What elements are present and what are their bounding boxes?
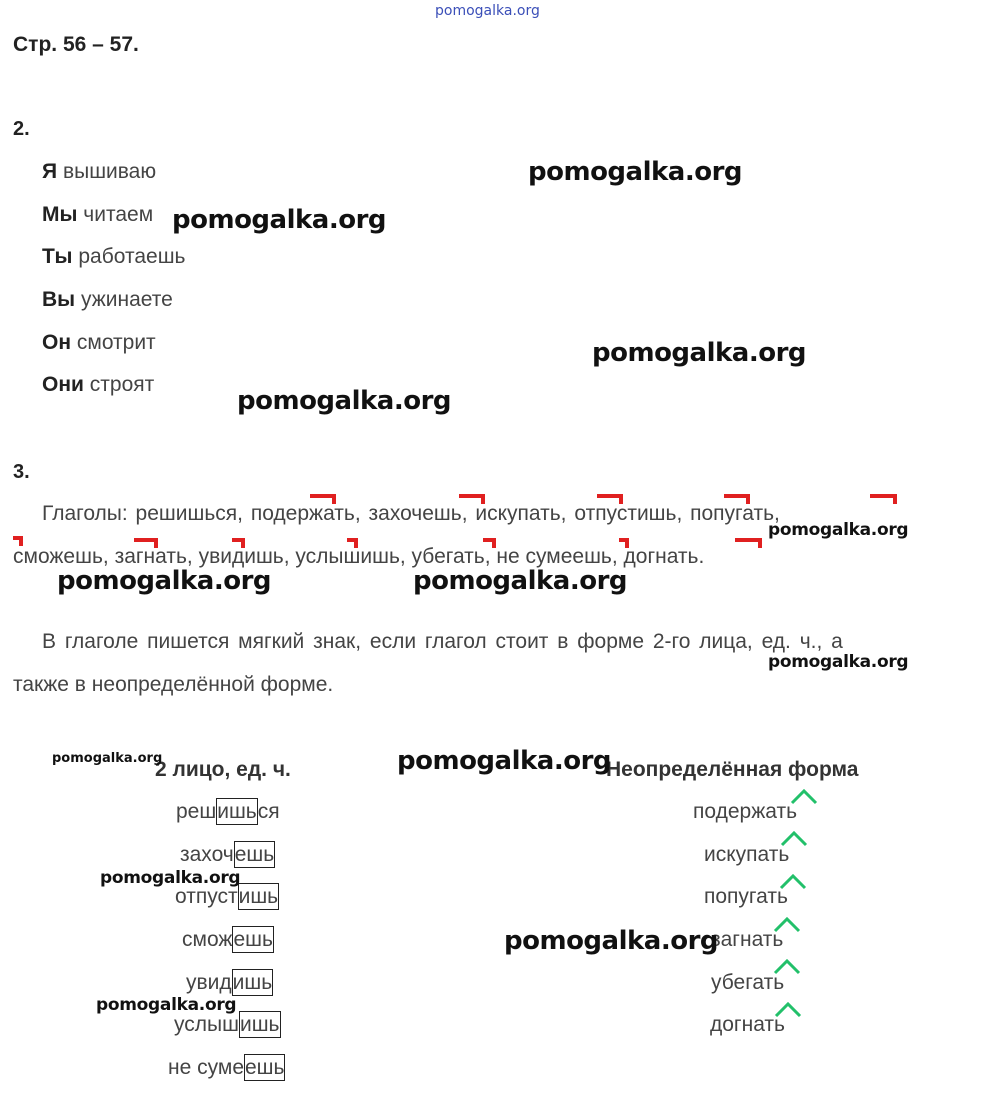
prefix-mark: [735, 540, 760, 548]
left-word: услышишь: [174, 1013, 280, 1036]
prefix-mark: [459, 496, 483, 504]
verbs-line-2: сможешь, загнать, увидишь, услышишь, убегать, не сумеешь, догнать.: [13, 545, 705, 568]
page-header: Стр. 56 – 57.: [13, 33, 139, 56]
watermark: pomogalka.org: [172, 205, 387, 235]
ex2-row: Вы ужинаете: [42, 288, 173, 311]
right-word: подержать: [693, 800, 798, 823]
watermark: pomogalka.org: [768, 520, 909, 540]
prefix-mark: [870, 496, 895, 504]
exercise-2-number: 2.: [13, 118, 30, 140]
prefix-mark: [232, 540, 243, 548]
right-word: догнать: [710, 1013, 785, 1036]
watermark: pomogalka.org: [413, 566, 628, 596]
watermark: pomogalka.org: [397, 746, 612, 776]
left-word: захочешь: [180, 843, 275, 866]
left-word: сможешь: [182, 928, 273, 951]
exercise-3-number: 3.: [13, 461, 30, 483]
watermark: pomogalka.org: [592, 338, 807, 368]
left-word: увидишь: [186, 971, 273, 994]
watermark: pomogalka.org: [504, 926, 719, 956]
verbs-line-1: Глаголы: решишься, подержать, захочешь, искупать, отпустишь, попугать,: [42, 502, 780, 525]
left-column-header: 2 лицо, ед. ч.: [155, 758, 291, 781]
watermark: pomogalka.org: [528, 157, 743, 187]
ending-box: ешь: [234, 843, 275, 866]
right-word: искупать: [704, 843, 790, 866]
watermark: pomogalka.org: [52, 751, 163, 766]
right-word: убегать: [711, 971, 785, 994]
left-word: решишься: [176, 800, 280, 823]
prefix-mark: [619, 540, 627, 548]
ex2-row: Он смотрит: [42, 331, 156, 354]
prefix-mark: [347, 540, 356, 548]
watermark: pomogalka.org: [100, 868, 241, 888]
left-word: не сумеешь: [168, 1056, 285, 1079]
prefix-mark: [310, 496, 334, 504]
right-column-header: Неопределённая форма: [606, 758, 859, 781]
rule-line-1: В глаголе пишется мягкий знак, если глагол стоит в форме 2-го лица, ед. ч., а: [42, 630, 843, 653]
watermark: pomogalka.org: [768, 652, 909, 672]
right-word: попугать: [704, 885, 788, 908]
ending-box: ешь: [233, 928, 273, 951]
ex2-row: Я вышиваю: [42, 160, 157, 183]
watermark: pomogalka.org: [96, 995, 237, 1015]
ending-box: ишь: [217, 800, 257, 823]
ending-box: ишь: [238, 885, 279, 908]
ex2-row: Они строят: [42, 373, 155, 396]
ex2-row: Мы читаем: [42, 203, 154, 226]
prefix-mark: [13, 538, 21, 546]
watermark: pomogalka.org: [57, 566, 272, 596]
prefix-mark: [724, 496, 748, 504]
top-watermark: pomogalka.org: [435, 3, 540, 19]
rule-line-2: также в неопределённой форме.: [13, 673, 334, 696]
ex2-row: Ты работаешь: [42, 245, 186, 268]
prefix-mark: [134, 540, 156, 548]
right-word: загнать: [711, 928, 784, 951]
ending-box: ишь: [239, 1013, 280, 1036]
ending-box: ишь: [232, 971, 273, 994]
watermark: pomogalka.org: [237, 386, 452, 416]
left-word: отпустишь: [175, 885, 279, 908]
prefix-mark: [483, 540, 494, 548]
ending-box: ешь: [245, 1056, 285, 1079]
prefix-mark: [597, 496, 621, 504]
